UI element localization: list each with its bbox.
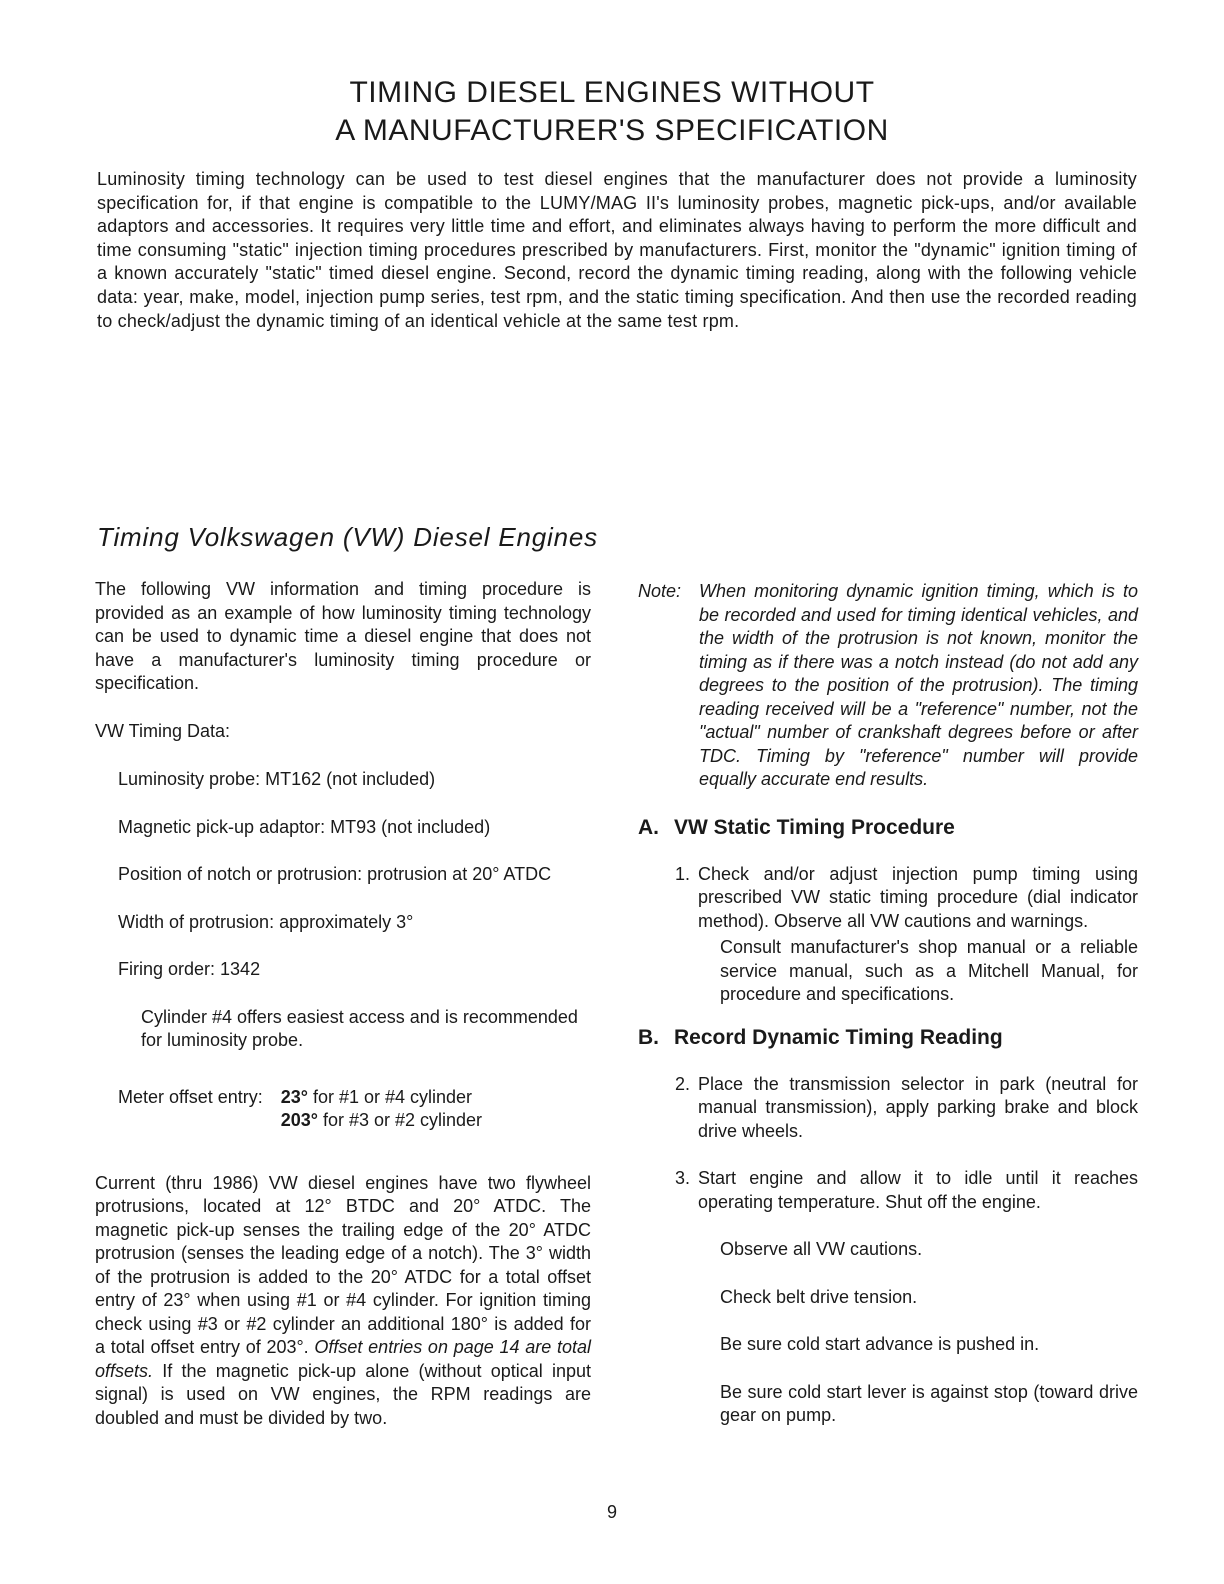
step-1-number: 1.: [675, 863, 691, 884]
offset-label: Meter offset entry:: [118, 1086, 263, 1107]
intro-paragraph: Luminosity timing technology can be used to test diesel engines that the manufacturer does not provide a luminosity specification for, if that engine is compatible to the LUMY/MAG II's luminosity probes, magnetic pick-ups, and/or available adaptors and accessories. It requires very little time and effort, and eliminates always having to perform the more difficult and time consuming "static" injection timing procedures prescribed by manufacturers. First, monitor the "dynamic" ignition timing of a known accurately "static" timed diesel engine. Second, record the dynamic timing reading, along with the following vehicle data: year, make, model, injection pump series, test rpm, and the static timing specification. And then use the recorded reading to check/adjust the dynamic timing of an identical vehicle at the same test rpm.: [97, 169, 1137, 331]
adaptor-line: Magnetic pick-up adaptor: MT93 (not included): [118, 816, 491, 837]
right-column: [638, 580, 1138, 1428]
left-column: [95, 578, 591, 1430]
section-b-letter: B.: [638, 1025, 659, 1049]
step-3: [675, 1167, 1138, 1214]
current-italic-text: Offset entries on page 14 are total offsets.: [95, 1337, 592, 1381]
meter-offset-entry: [118, 1086, 591, 1133]
page-number: 9: [606, 1502, 617, 1522]
section-a-heading: [638, 815, 1138, 841]
section-a-title: VW Static Timing Procedure: [674, 815, 955, 839]
page-title: [0, 74, 1224, 150]
title-line-1: TIMING DIESEL ENGINES WITHOUT: [349, 76, 875, 109]
step-3-sub-4: Be sure cold start lever is against stop (toward drive gear on pump.: [720, 1381, 1138, 1425]
firing-order-line: Firing order: 1342: [118, 959, 261, 979]
offset-1-text: for #1 or #4 cylinder: [307, 1086, 473, 1107]
note-label: Note:: [638, 581, 682, 601]
cylinder-note: Cylinder #4 offers easiest access and is recommended for luminosity probe.: [141, 1006, 578, 1050]
step-1-text: Check and/or adjust injection pump timing using prescribed VW static timing procedure (dial indicator method). Observe all VW cautions and warnings.: [698, 863, 1138, 931]
step-2-number: 2.: [675, 1073, 691, 1094]
step-1: [675, 863, 1138, 934]
offset-values: [281, 1086, 482, 1133]
step-3-text: Start engine and allow it to idle until it reaches operating temperature. Shut off the engine.: [698, 1168, 1138, 1212]
step-2-text: Place the transmission selector in park (neutral for manual transmission), apply parking brake and block drive wheels.: [698, 1073, 1138, 1141]
offset-2-value: 203°: [280, 1110, 318, 1130]
section-b-heading: [638, 1025, 1138, 1051]
offset-entry-1: [281, 1086, 482, 1110]
width-line: Width of protrusion: approximately 3°: [118, 911, 414, 932]
current-text-2: If the magnetic pick-up alone (without optical input signal) is used on VW engines, the RPM readings are doubled and must be divided by two.: [95, 1360, 591, 1428]
step-2: [675, 1073, 1138, 1144]
section-heading: Timing Volkswagen (VW) Diesel Engines: [97, 522, 598, 552]
step-3-sub-3: Be sure cold start advance is pushed in.: [720, 1334, 1040, 1354]
probe-line: Luminosity probe: MT162 (not included): [118, 769, 436, 789]
section-a-letter: A.: [638, 815, 659, 839]
note-block: [638, 580, 1138, 792]
step-3-sub-2: Check belt drive tension.: [720, 1286, 918, 1307]
step-1-subtext: Consult manufacturer's shop manual or a reliable service manual, such as a Mitchell Manual, for procedure and specifications.: [720, 937, 1138, 1004]
offset-1-value: 23°: [280, 1086, 308, 1107]
current-engines-paragraph: [95, 1172, 591, 1431]
offset-2-text: for #3 or #2 cylinder: [317, 1110, 483, 1130]
vw-data-label: VW Timing Data:: [95, 720, 231, 741]
title-line-2: A MANUFACTURER'S SPECIFICATION: [335, 114, 889, 147]
position-line: Position of notch or protrusion: protrusion at 20° ATDC: [118, 864, 552, 884]
section-b-title: Record Dynamic Timing Reading: [674, 1025, 1003, 1049]
offset-entry-2: [281, 1109, 482, 1133]
vw-intro-paragraph: The following VW information and timing procedure is provided as an example of how luminosity timing technology can be used to dynamic time a diesel engine that does not have a manufacturer's luminosity timing procedure or specification.: [95, 579, 591, 693]
current-text-1: Current (thru 1986) VW diesel engines have two flywheel protrusions, located at 12° BTDC and 20° ATDC. The magnetic pick-up senses the trailing edge of the 20° ATDC protrusion (senses the leading edge of a notch). The 3° width of the protrusion is added to the 20° ATDC for a total offset entry of 23° when using #1 or #4 cylinder. For ignition timing check using #3 or #2 cylinder an additional 180° is added for a total offset entry of 203°.: [95, 1172, 591, 1357]
step-3-number: 3.: [675, 1168, 691, 1188]
step-3-sub-1: Observe all VW cautions.: [720, 1239, 923, 1259]
note-text: When monitoring dynamic ignition timing, which is to be recorded and used for timing identical vehicles, and the width of the protrusion is not known, monitor the timing as if there was a notch instead (do not add any degrees to the position of the protrusion). The timing reading received will be a "reference" number, not the "actual" number of crankshaft degrees before or after TDC. Timing by "reference" number will provide equally accurate end results.: [699, 581, 1138, 789]
